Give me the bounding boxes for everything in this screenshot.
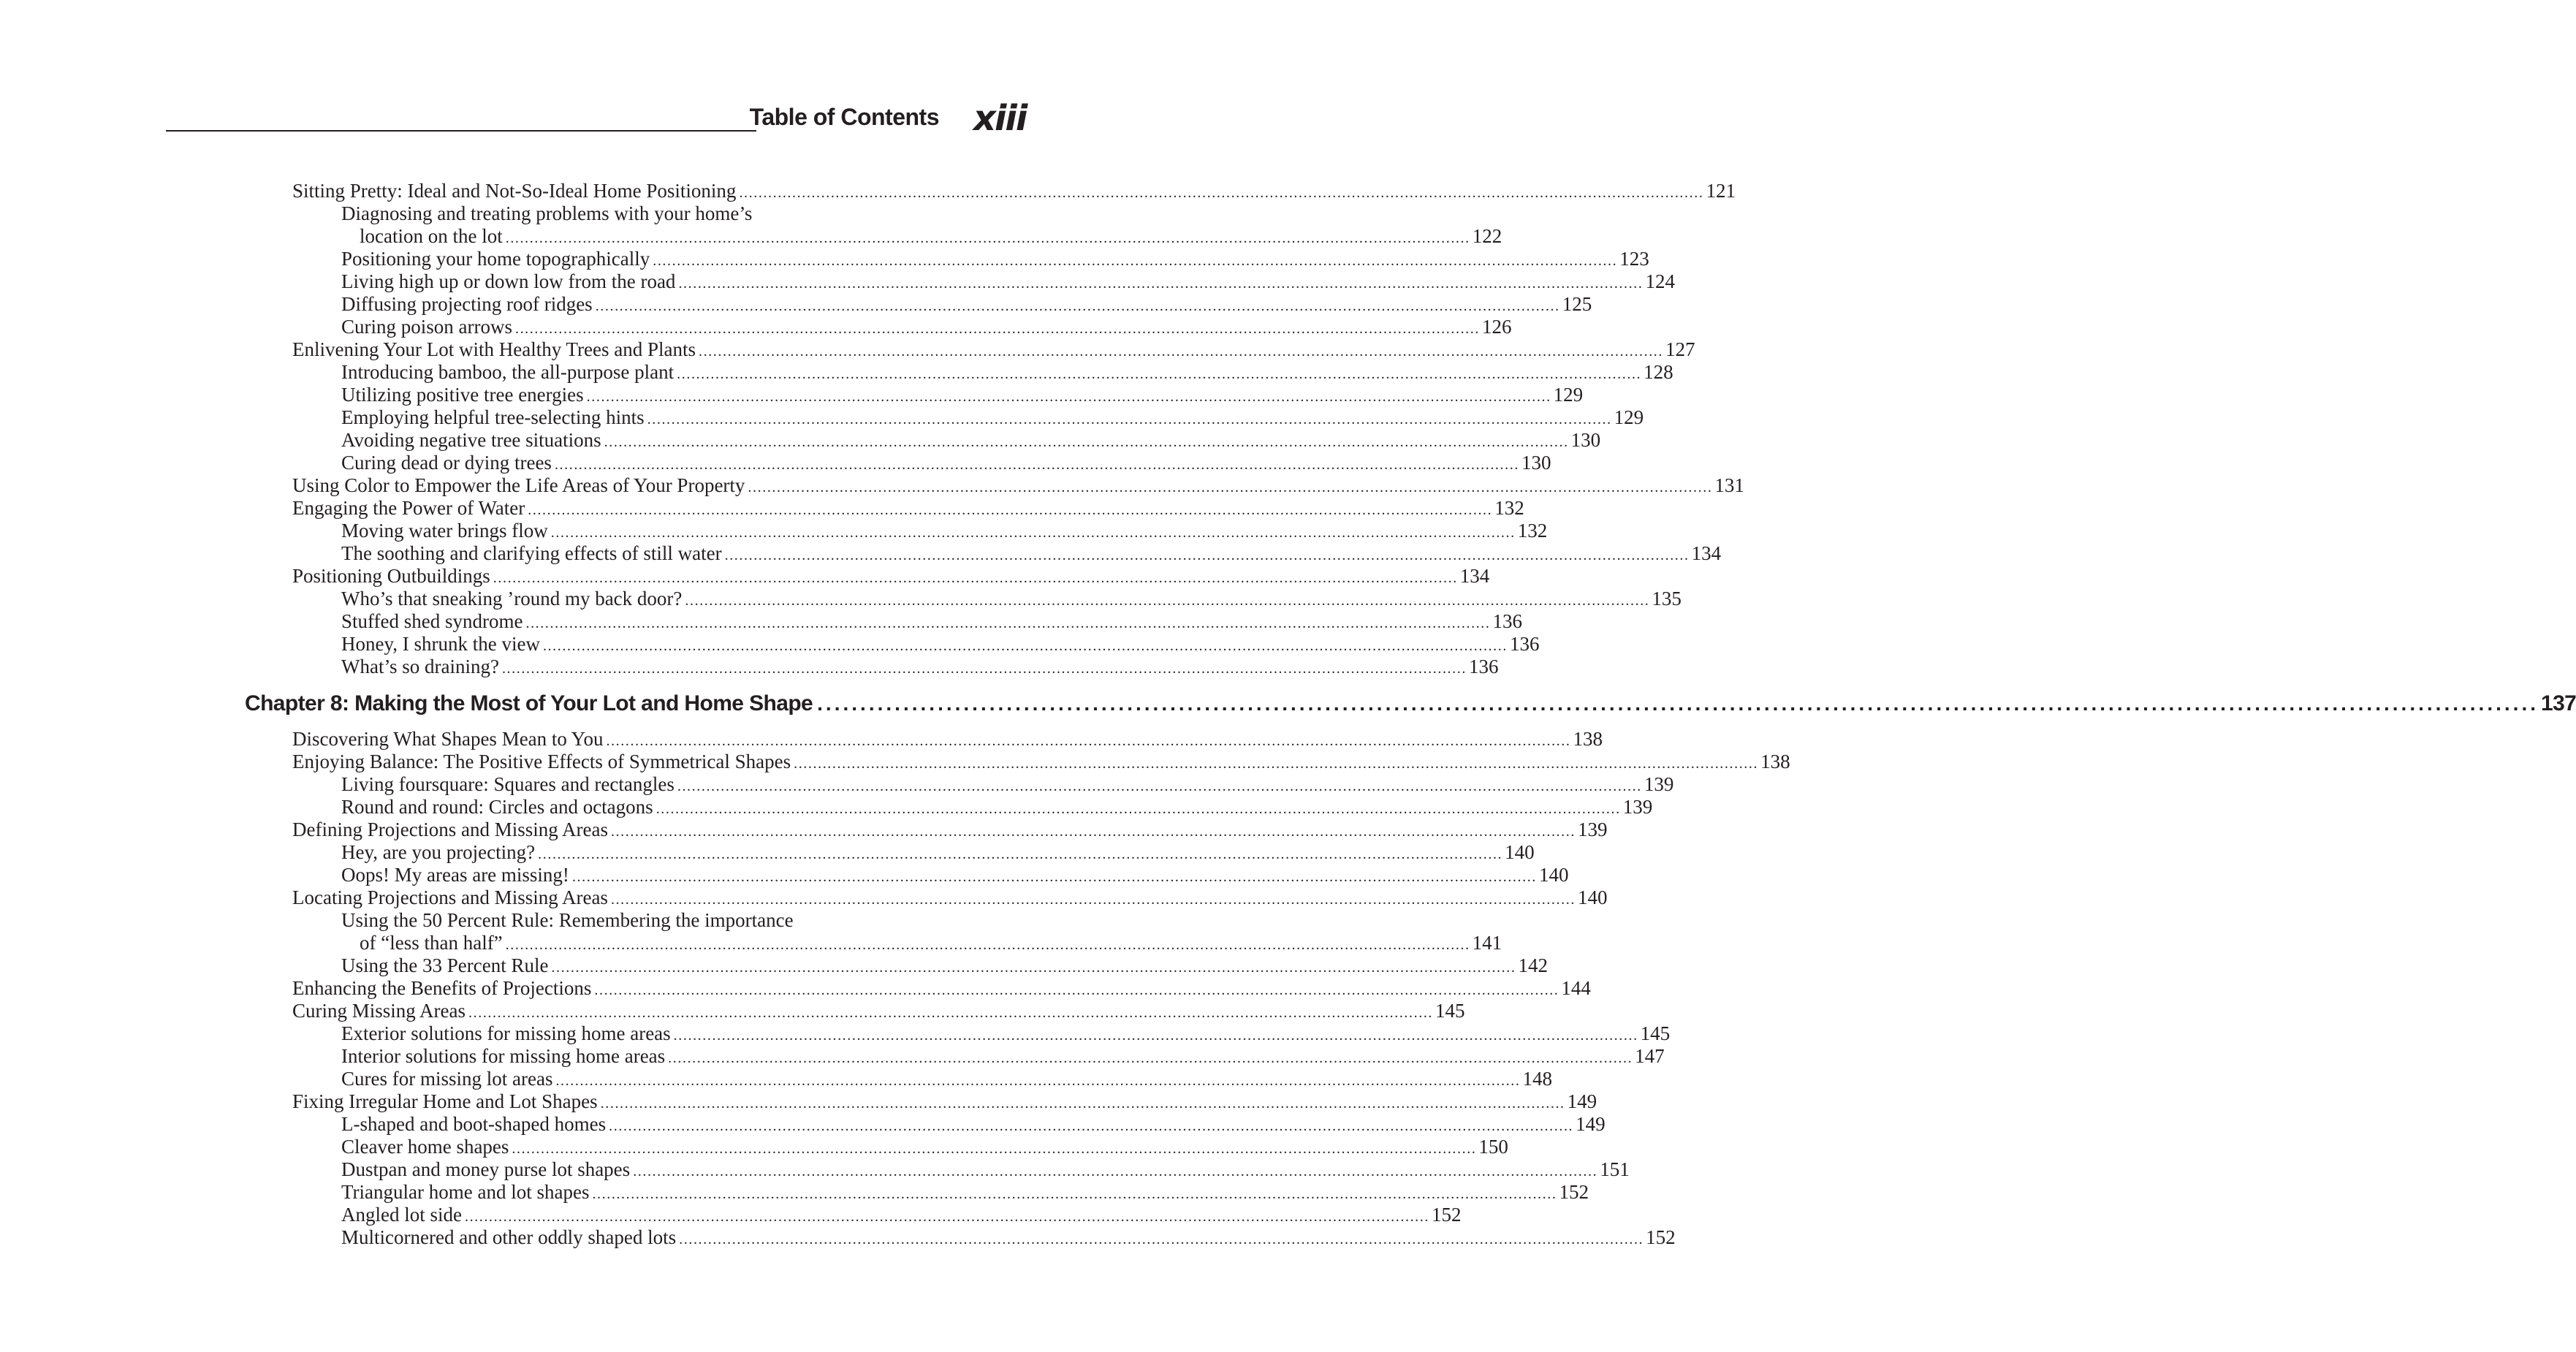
toc-entry-title: Positioning Outbuildings [292, 565, 490, 587]
toc-entry-title: Fixing Irregular Home and Lot Shapes [292, 1090, 598, 1112]
toc-entry-title: Oops! My areas are missing! [341, 864, 569, 886]
toc-entry-round[interactable] [341, 796, 1653, 820]
toc-page-number: 129 [1553, 384, 1584, 406]
toc-entry-cleaver[interactable] [341, 1136, 1508, 1160]
toc-entry-shrunk-view[interactable] [341, 633, 1540, 657]
dot-leader: ........................................................................................................................................................................................................ [668, 1050, 1633, 1066]
toc-page-number: 124 [1645, 270, 1675, 292]
toc-entry-title: Stuffed shed syndrome [341, 610, 523, 632]
dot-leader: ........................................................................................................................................................................................................ [464, 1209, 1429, 1225]
toc-page-number: 149 [1567, 1090, 1597, 1112]
toc-entry-title: Round and round: Circles and octagons [341, 796, 653, 818]
toc-entry-title: Utilizing positive tree energies [341, 384, 584, 406]
dot-leader: ........................................................................................................................................................................................................ [699, 343, 1663, 360]
toc-entry-irregular[interactable] [292, 1090, 1597, 1114]
toc-entry-title: Honey, I shrunk the view [341, 633, 540, 655]
dot-leader: ........................................................................................................................................................................................................ [528, 502, 1493, 518]
toc-entry-title: What’s so draining? [341, 656, 499, 677]
toc-page-number: 136 [1492, 610, 1522, 632]
toc-page-number: 152 [1431, 1204, 1462, 1226]
toc-entry-title-line1: Diagnosing and treating problems with your home’s [341, 202, 753, 224]
toc-entry-title: Locating Projections and Missing Areas [292, 886, 608, 908]
toc-entry-title: Living high up or down low from the road [341, 270, 676, 292]
toc-page-number: 135 [1652, 588, 1682, 609]
dot-leader: ........................................................................................................................................................................................................ [610, 892, 1576, 908]
toc-entry-title: The soothing and clarifying effects of still water [341, 542, 722, 564]
dot-leader: ........................................................................................................................................................................................................ [468, 1005, 1434, 1021]
toc-page-number: 148 [1522, 1068, 1552, 1090]
toc-page-number: 139 [1644, 773, 1674, 795]
toc-entry-title: Curing Missing Areas [292, 1000, 466, 1022]
toc-entry-topographically[interactable] [341, 248, 1649, 272]
toc-entry-title: Diffusing projecting roof ridges [341, 293, 593, 315]
running-header-title: Table of Contents [749, 104, 939, 130]
toc-page-number: 125 [1562, 293, 1592, 315]
dot-leader: ........................................................................................................................................................................................................ [647, 411, 1612, 428]
dot-leader: ........................................................................................................................................................................................................ [554, 457, 1519, 473]
dot-leader: ........................................................................................................................................................................................................ [505, 230, 1470, 246]
toc-entry-title: Avoiding negative tree situations [341, 429, 601, 451]
dot-leader: ........................................................................................................................................................................................................ [817, 692, 2539, 715]
toc-page-number: 138 [1573, 728, 1603, 750]
page-number: xiii [973, 98, 1027, 139]
dot-leader: ........................................................................................................................................................................................................ [633, 1163, 1598, 1180]
toc-page-number: 152 [1646, 1226, 1676, 1248]
toc-page-number: 130 [1570, 429, 1601, 451]
dot-leader: ........................................................................................................................................................................................................ [685, 593, 1650, 609]
toc-entry-fifty-percent[interactable] [360, 932, 1502, 956]
toc-entry-enhancing[interactable] [292, 977, 1591, 1001]
toc-entry-title: Employing helpful tree-selecting hints [341, 406, 645, 428]
toc-entry-poison-arrows[interactable] [341, 316, 1512, 340]
toc-entry-thirtythree-percent[interactable] [341, 954, 1548, 979]
toc-entry-defining[interactable] [292, 819, 1608, 843]
toc-page-number: 134 [1691, 542, 1722, 564]
toc-entry-locating[interactable] [292, 886, 1608, 911]
toc-entry-title: Sitting Pretty: Ideal and Not-So-Ideal Home Positioning [292, 180, 737, 202]
toc-page-number: 151 [1600, 1158, 1630, 1180]
dot-leader: ........................................................................................................................................................................................................ [679, 1231, 1644, 1247]
toc-page-number: 130 [1521, 452, 1551, 474]
toc-entry-outbuildings[interactable] [292, 565, 1490, 589]
toc-entry-dead-trees[interactable] [341, 452, 1551, 476]
toc-chapter-title: Chapter 8: Making the Most of Your Lot and Home Shape [245, 691, 813, 715]
toc-page-number: 141 [1472, 932, 1502, 954]
toc-entry-title: L-shaped and boot-shaped homes [341, 1113, 607, 1135]
toc-entry-sitting-pretty[interactable] [292, 180, 1736, 204]
toc-entry-bamboo[interactable] [341, 361, 1673, 385]
dot-leader: ........................................................................................................................................................................................................ [673, 1028, 1638, 1044]
toc-page-number: 132 [1494, 497, 1524, 519]
toc-entry-moving-water[interactable] [341, 520, 1548, 544]
toc-page-number: 152 [1559, 1181, 1589, 1203]
dot-leader: ........................................................................................................................................................................................................ [525, 615, 1491, 631]
toc-entry-title: Exterior solutions for missing home areas [341, 1022, 671, 1044]
toc-entry-color[interactable] [292, 474, 1744, 498]
toc-entry-title: Living foursquare: Squares and rectangles [341, 773, 675, 795]
toc-entry-title: Positioning your home topographically [341, 248, 650, 270]
toc-page-number: 145 [1640, 1022, 1671, 1044]
toc-page-number: 138 [1760, 751, 1790, 772]
toc-page-number: 132 [1517, 520, 1548, 542]
toc-page-number: 140 [1505, 841, 1535, 863]
toc-entry-title: Curing poison arrows [341, 316, 512, 338]
toc-entry-exterior[interactable] [341, 1022, 1671, 1047]
toc-entry-title: Angled lot side [341, 1204, 462, 1226]
toc-entry-l-shaped[interactable] [341, 1113, 1606, 1137]
toc-entry-enlivening[interactable] [292, 338, 1695, 362]
toc-entry-shed[interactable] [341, 610, 1522, 634]
dot-leader: ........................................................................................................................................................................................................ [604, 434, 1569, 450]
toc-page-number: 134 [1459, 565, 1490, 587]
dot-leader: ........................................................................................................................................................................................................ [512, 1141, 1477, 1157]
dot-leader: ........................................................................................................................................................................................................ [724, 547, 1690, 563]
toc-entry-water[interactable] [292, 497, 1524, 521]
toc-entry-tree-hints[interactable] [341, 406, 1644, 430]
toc-entry-roof-ridges[interactable] [341, 293, 1592, 317]
dot-leader: ........................................................................................................................................................................................................ [555, 1073, 1521, 1089]
toc-page-number: 147 [1635, 1045, 1665, 1067]
toc-entry-title: Discovering What Shapes Mean to You [292, 728, 604, 750]
dot-leader: ........................................................................................................................................................................................................ [748, 479, 1713, 495]
toc-entry-title: Enhancing the Benefits of Projections [292, 977, 592, 999]
toc-page-number: 144 [1561, 977, 1591, 999]
toc-entry-dustpan[interactable] [341, 1158, 1630, 1182]
toc-entry-cures-lot[interactable] [341, 1068, 1552, 1092]
toc-page-number: 129 [1614, 406, 1644, 428]
toc-entry-title: Dustpan and money purse lot shapes [341, 1158, 631, 1180]
dot-leader: ........................................................................................................................................................................................................ [514, 321, 1480, 337]
dot-leader: ........................................................................................................................................................................................................ [609, 1118, 1574, 1134]
toc-page-number: 140 [1577, 886, 1608, 908]
toc-entry-still-water[interactable] [341, 542, 1722, 566]
dot-leader: ........................................................................................................................................................................................................ [656, 801, 1621, 817]
dot-leader: ........................................................................................................................................................................................................ [600, 1095, 1565, 1112]
dot-leader: ........................................................................................................................................................................................................ [586, 389, 1551, 405]
toc-page-number: 126 [1481, 316, 1512, 338]
toc-page-number: 136 [1509, 633, 1540, 655]
toc-page-number: 121 [1706, 180, 1736, 202]
dot-leader: ........................................................................................................................................................................................................ [595, 298, 1560, 314]
toc-entry-balance[interactable] [292, 751, 1790, 775]
toc-page-number: 142 [1518, 954, 1548, 976]
toc-page-number: 127 [1665, 338, 1695, 360]
toc-entry-title: Hey, are you projecting? [341, 841, 536, 863]
toc-entry-back-door[interactable] [341, 588, 1682, 612]
toc-entry-interior[interactable] [341, 1045, 1665, 1069]
header-rule [166, 130, 756, 132]
toc-entry-title: Using the 33 Percent Rule [341, 954, 549, 976]
dot-leader: ........................................................................................................................................................................................................ [594, 982, 1559, 998]
dot-leader: ........................................................................................................................................................................................................ [606, 733, 1571, 749]
toc-entry-triangular[interactable] [341, 1181, 1589, 1205]
dot-leader: ........................................................................................................................................................................................................ [550, 525, 1516, 541]
toc-entry-title: Enjoying Balance: The Positive Effects of Symmetrical Shapes [292, 751, 791, 772]
toc-entry-angled[interactable] [341, 1204, 1462, 1228]
toc-page-number: 137 [2541, 691, 2576, 715]
toc-entry-title: Curing dead or dying trees [341, 452, 552, 474]
toc-entry-shapes[interactable] [292, 728, 1603, 752]
toc-page-number: 128 [1644, 361, 1673, 383]
dot-leader: ........................................................................................................................................................................................................ [571, 869, 1537, 885]
toc-entry-title-line1: Using the 50 Percent Rule: Remembering the importance [341, 909, 794, 931]
toc-entry-curing-missing[interactable] [292, 1000, 1465, 1024]
toc-entry-foursquare[interactable] [341, 773, 1674, 797]
dot-leader: ........................................................................................................................................................................................................ [542, 638, 1508, 654]
toc-entry-title: Interior solutions for missing home areas [341, 1045, 666, 1067]
toc-entry-title: Cleaver home shapes [341, 1136, 509, 1158]
toc-entry-negative-tree[interactable] [341, 429, 1601, 453]
toc-entry-draining[interactable] [341, 656, 1499, 680]
toc-entry-multicornered[interactable] [341, 1226, 1676, 1250]
toc-entry-title: Triangular home and lot shapes [341, 1181, 590, 1203]
toc-chapter-8[interactable] [245, 691, 2576, 715]
toc-entry-tree-energies[interactable] [341, 384, 1584, 408]
toc-entry-title: Moving water brings flow [341, 520, 548, 542]
toc-page-number: 140 [1538, 864, 1569, 886]
toc-page-number: 149 [1576, 1113, 1606, 1135]
toc-entry-title: of “less than half” [360, 932, 503, 954]
toc-page-number: 131 [1714, 474, 1744, 496]
dot-leader: ........................................................................................................................................................................................................ [592, 1186, 1557, 1202]
toc-page-number: 145 [1435, 1000, 1465, 1022]
toc-entry-title: location on the lot [360, 225, 503, 247]
dot-leader: ........................................................................................................................................................................................................ [493, 570, 1458, 586]
dot-leader: ........................................................................................................................................................................................................ [551, 960, 1516, 976]
toc-entry-title: Who’s that sneaking ’round my back door? [341, 588, 683, 609]
dot-leader: ........................................................................................................................................................................................................ [653, 253, 1618, 269]
toc-entry-title: Engaging the Power of Water [292, 497, 525, 519]
toc-entry-living-high[interactable] [341, 270, 1675, 295]
toc-page-number: 123 [1619, 248, 1649, 270]
dot-leader: ........................................................................................................................................................................................................ [610, 824, 1576, 840]
toc-page-number: 136 [1468, 656, 1499, 677]
toc-entry-title: Defining Projections and Missing Areas [292, 819, 608, 840]
toc-entry-oops[interactable] [341, 864, 1569, 888]
dot-leader: ........................................................................................................................................................................................................ [739, 185, 1704, 201]
toc-page-number: 139 [1622, 796, 1653, 818]
toc-entry-title: Using Color to Empower the Life Areas of Your Property [292, 474, 745, 496]
toc-entry-diagnosing[interactable] [360, 225, 1502, 249]
dot-leader: ........................................................................................................................................................................................................ [678, 276, 1644, 292]
toc-entry-title: Cures for missing lot areas [341, 1068, 553, 1090]
toc-entry-projecting[interactable] [341, 841, 1535, 865]
toc-entry-title: Multicornered and other oddly shaped lots [341, 1226, 677, 1248]
dot-leader: ........................................................................................................................................................................................................ [538, 846, 1503, 862]
dot-leader: ........................................................................................................................................................................................................ [794, 756, 1759, 772]
dot-leader: ........................................................................................................................................................................................................ [501, 661, 1467, 677]
dot-leader: ........................................................................................................................................................................................................ [677, 366, 1642, 382]
toc-entry-title: Introducing bamboo, the all-purpose plant [341, 361, 675, 383]
toc-page-number: 122 [1472, 225, 1502, 247]
toc-page-number: 150 [1478, 1136, 1508, 1158]
dot-leader: ........................................................................................................................................................................................................ [677, 778, 1642, 794]
toc-entry-title: Enlivening Your Lot with Healthy Trees and Plants [292, 338, 696, 360]
dot-leader: ........................................................................................................................................................................................................ [505, 937, 1470, 953]
toc-page-number: 139 [1577, 819, 1608, 840]
